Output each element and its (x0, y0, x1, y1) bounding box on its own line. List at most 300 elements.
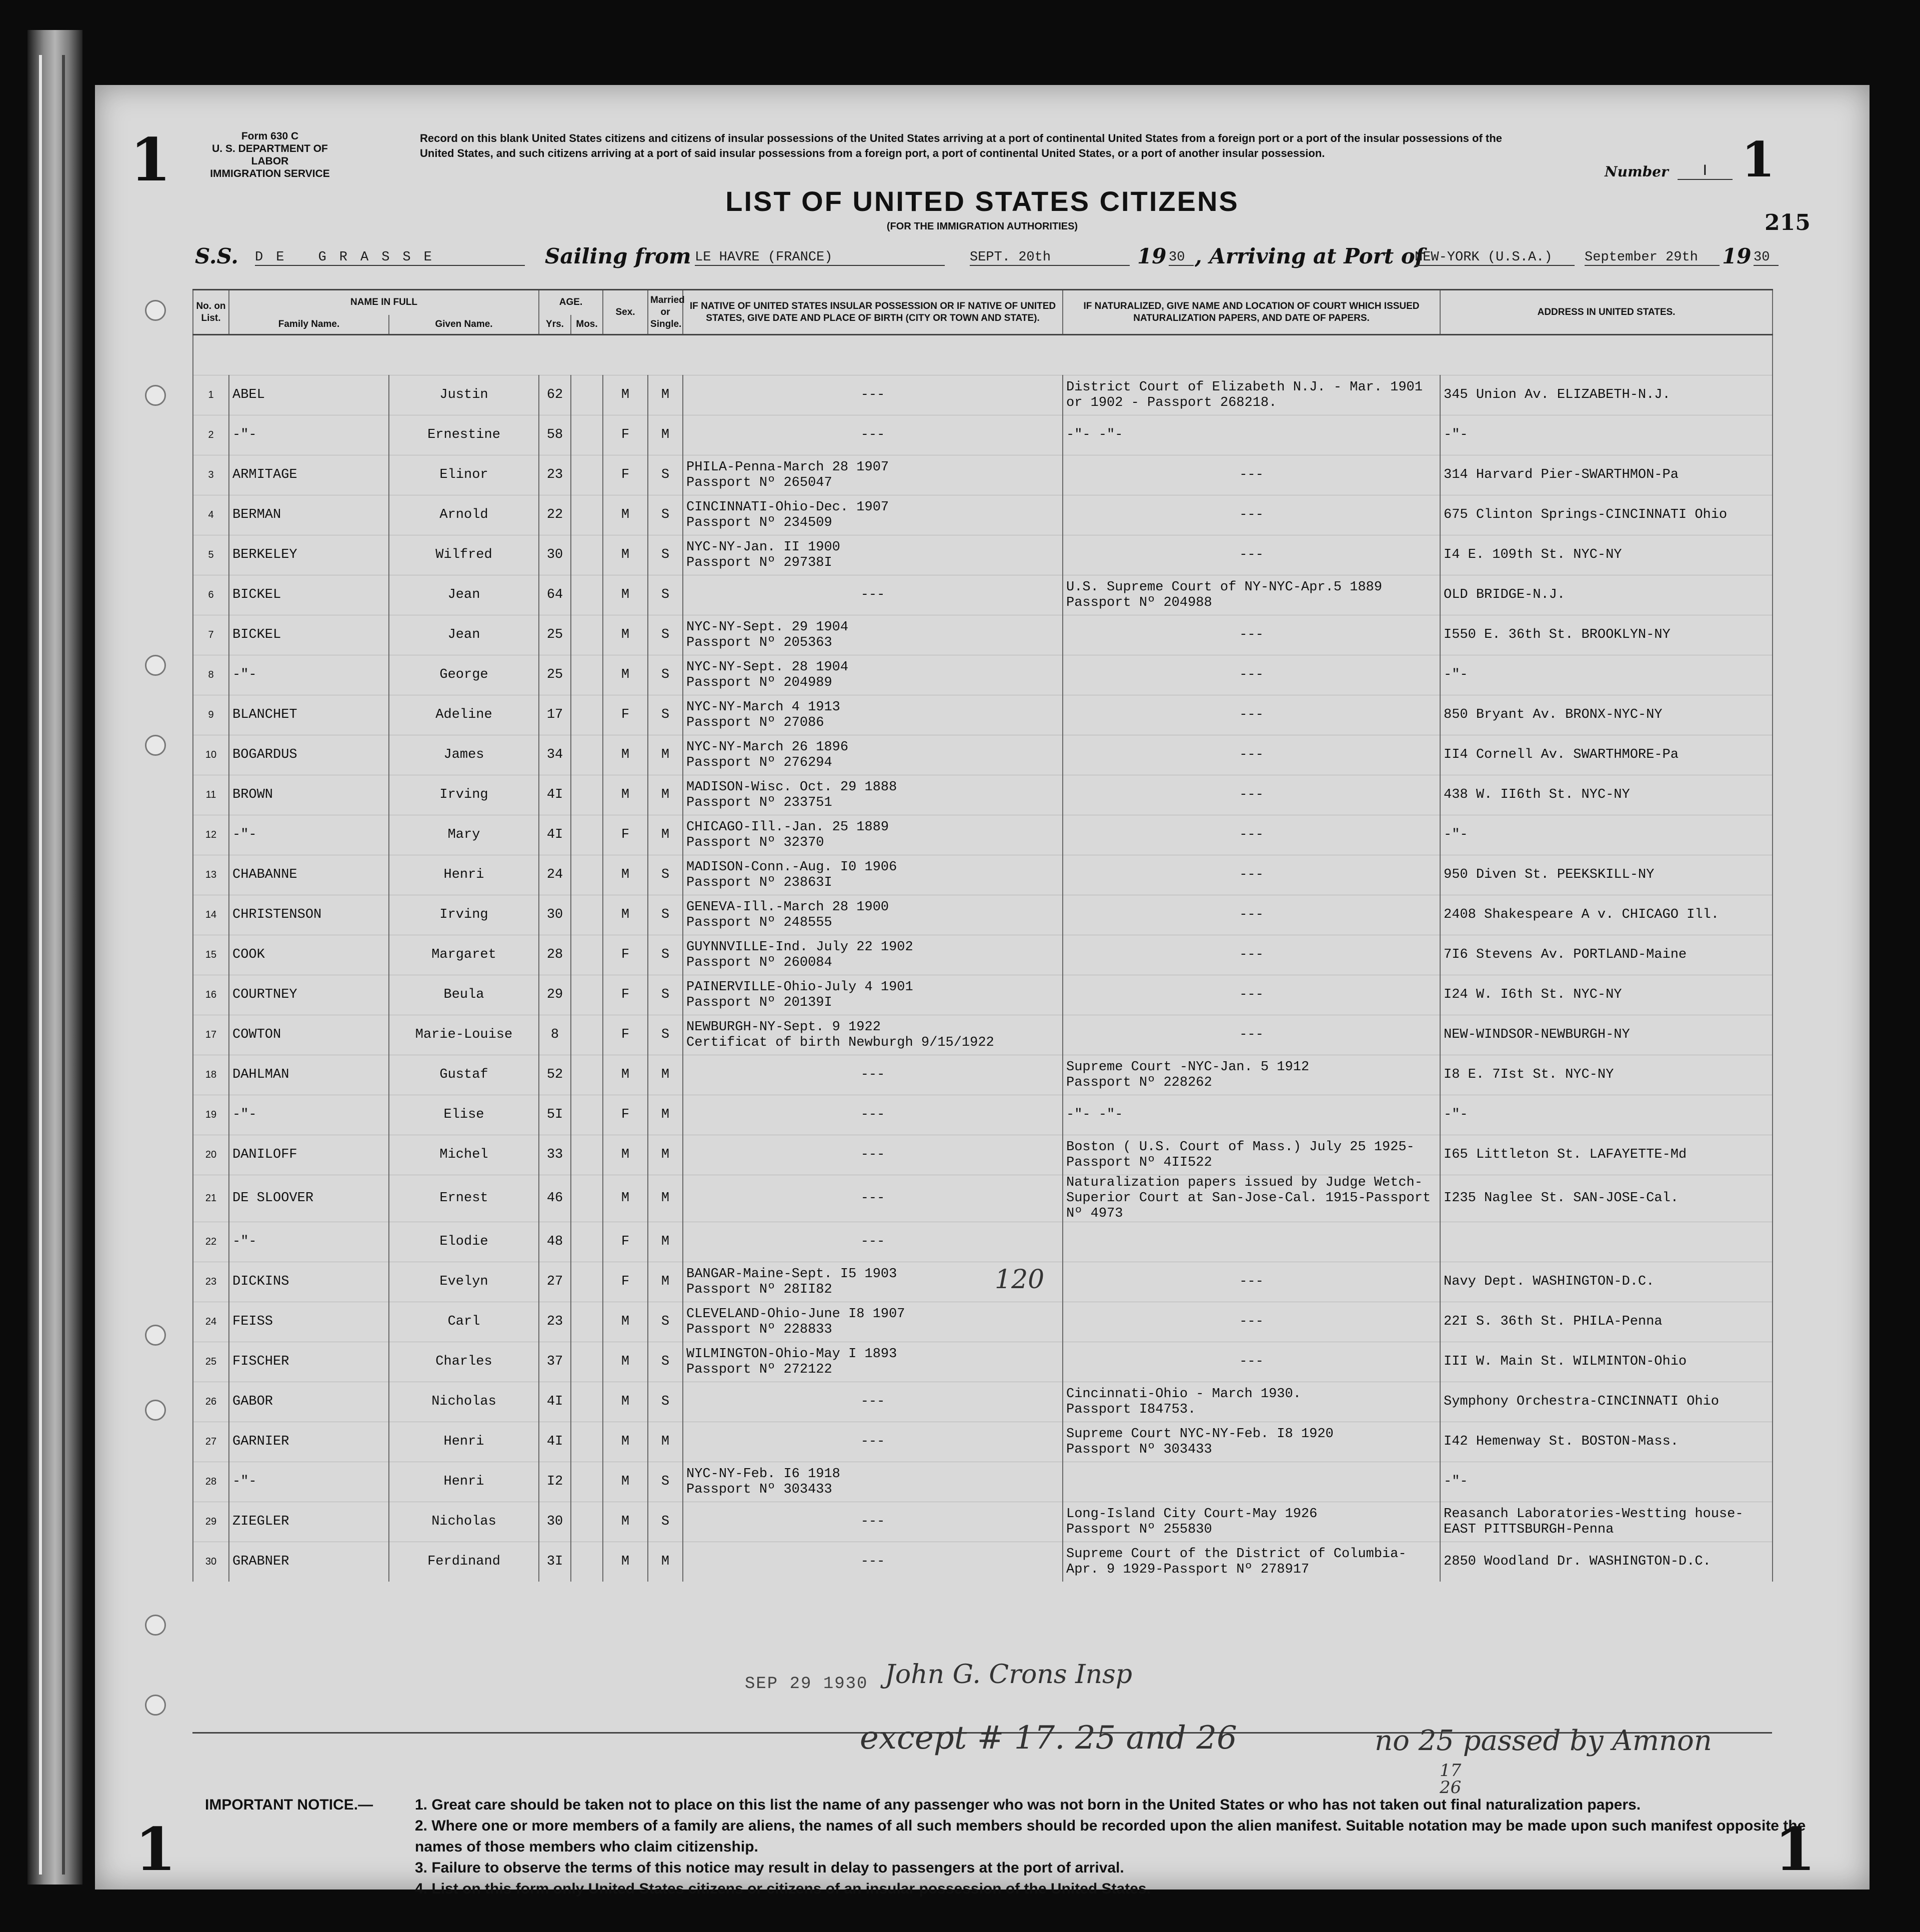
voyage-line (195, 244, 1795, 279)
header-naturalized: IF NATURALIZED, GIVE NAME AND LOCATION OF COURT WHICH ISSUED NATURALIZATION PAPERS, AND DATE OF PAPERS. (1063, 290, 1440, 335)
row-number: 30 (193, 1542, 229, 1582)
table-row (193, 1382, 1773, 1422)
us-address: 2850 Woodland Dr. WASHINGTON-D.C. (1440, 1542, 1773, 1582)
given-name: Beula (389, 975, 539, 1015)
notice-item-4: 4. List on this form only United States citizens or citizens of an insular possession of the United States. (415, 1881, 1151, 1897)
exception-note: except # 17. 25 and 26 (860, 1720, 1237, 1757)
naturalization-info: Supreme Court NYC-NY-Feb. I8 1920 Passport Nº 303433 (1063, 1422, 1440, 1462)
age-years: 4I (539, 1422, 571, 1462)
naturalization-info: --- (1063, 655, 1440, 695)
marital-status: S (648, 455, 683, 495)
row-number: 17 (193, 1015, 229, 1055)
sex: M (603, 495, 648, 535)
birth-info: --- (683, 575, 1063, 615)
family-name: -"- (229, 1222, 389, 1262)
naturalization-info: Boston ( U.S. Court of Mass.) July 25 1925-Passport Nº 4II522 (1063, 1135, 1440, 1175)
ship-name: DE GRASSE (255, 250, 525, 266)
birth-info: --- (683, 1382, 1063, 1422)
age-years: 30 (539, 535, 571, 575)
table-row (193, 935, 1773, 975)
birth-info: --- (683, 1422, 1063, 1462)
passed-note: no 25 passed by Amnon (1375, 1725, 1712, 1757)
birth-info: --- (683, 1175, 1063, 1222)
family-name: DICKINS (229, 1262, 389, 1302)
sex: M (603, 1135, 648, 1175)
header-sex: Sex. (603, 290, 648, 335)
header-native: IF NATIVE OF UNITED STATES INSULAR POSSESSION OR IF NATIVE OF UNITED STATES, GIVE DATE AND PLACE OF BIRTH (CITY OR TOWN AND STATE). (683, 290, 1063, 335)
marital-status: M (648, 735, 683, 775)
row-number: 11 (193, 775, 229, 815)
table-row (193, 655, 1773, 695)
row-number: 24 (193, 1302, 229, 1342)
family-name: DE SLOOVER (229, 1175, 389, 1222)
given-name: James (389, 735, 539, 775)
sailing-year-prefix: 19 (1137, 244, 1167, 268)
naturalization-info: --- (1063, 615, 1440, 655)
row-number: 25 (193, 1342, 229, 1382)
age-months (571, 1382, 603, 1422)
us-address: III W. Main St. WILMINTON-Ohio (1440, 1342, 1773, 1382)
birth-info: CHICAGO-Ill.-Jan. 25 1889 Passport Nº 32370 (683, 815, 1063, 855)
sex: F (603, 815, 648, 855)
table-row (193, 575, 1773, 615)
family-name: ABEL (229, 375, 389, 415)
family-name: COWTON (229, 1015, 389, 1055)
birth-info: --- (683, 1095, 1063, 1135)
sailing-from-label: Sailing from (545, 244, 691, 268)
family-name: BICKEL (229, 615, 389, 655)
family-name: GRABNER (229, 1542, 389, 1582)
birth-info: --- (683, 1055, 1063, 1095)
marital-status: S (648, 615, 683, 655)
table-row (193, 975, 1773, 1015)
row-number: 3 (193, 455, 229, 495)
marital-status: S (648, 855, 683, 895)
row-number: 1 (193, 375, 229, 415)
marital-status: M (648, 1262, 683, 1302)
sex: F (603, 1262, 648, 1302)
family-name: GARNIER (229, 1422, 389, 1462)
given-name: Michel (389, 1135, 539, 1175)
naturalization-info: --- (1063, 855, 1440, 895)
sex: M (603, 615, 648, 655)
age-years: 23 (539, 1302, 571, 1342)
arrival-port: NEW-YORK (U.S.A.) (1415, 250, 1575, 266)
notice-item-3: 3. Failure to observe the terms of this notice may result in delay to passengers at the port of arrival. (415, 1860, 1124, 1876)
naturalization-info: --- (1063, 535, 1440, 575)
notice-item-1: 1. Great care should be taken not to place on this list the name of any passenger who was not born in the United States or who has not taken out final naturalization papers. (415, 1797, 1641, 1813)
form-number: Form 630 C (241, 130, 299, 142)
birth-info: GENEVA-Ill.-March 28 1900 Passport Nº 248555 (683, 895, 1063, 935)
birth-info: PAINERVILLE-Ohio-July 4 1901 Passport Nº 20139I (683, 975, 1063, 1015)
age-years: 37 (539, 1342, 571, 1382)
given-name: George (389, 655, 539, 695)
table-row (193, 1055, 1773, 1095)
table-row (193, 1422, 1773, 1462)
arriving-label: , Arriving at Port of (1195, 244, 1424, 268)
age-years: 3I (539, 1542, 571, 1582)
age-years: 29 (539, 975, 571, 1015)
arrival-date: September 29th (1585, 250, 1720, 266)
family-name: -"- (229, 815, 389, 855)
age-years: 24 (539, 855, 571, 895)
marital-status: S (648, 695, 683, 735)
sex: M (603, 775, 648, 815)
given-name: Mary (389, 815, 539, 855)
given-name: Elinor (389, 455, 539, 495)
birth-info: GUYNNVILLE-Ind. July 22 1902 Passport Nº 260084 (683, 935, 1063, 975)
header-given-name: Given Name. (389, 315, 539, 335)
row-number: 15 (193, 935, 229, 975)
sex: M (603, 1422, 648, 1462)
marital-status: S (648, 1015, 683, 1055)
notice-label: IMPORTANT NOTICE.— (205, 1797, 373, 1813)
row-number: 19 (193, 1095, 229, 1135)
given-name: Gustaf (389, 1055, 539, 1095)
row-number: 10 (193, 735, 229, 775)
given-name: Evelyn (389, 1262, 539, 1302)
sex: F (603, 1222, 648, 1262)
table-row (193, 1095, 1773, 1135)
marital-status: S (648, 1382, 683, 1422)
family-name: -"- (229, 1462, 389, 1502)
us-address: Navy Dept. WASHINGTON-D.C. (1440, 1262, 1773, 1302)
header-no: No. on List. (193, 290, 229, 335)
given-name: Arnold (389, 495, 539, 535)
sailing-date: SEPT. 20th (970, 250, 1130, 266)
binder-rail (39, 55, 65, 1875)
family-name: BERKELEY (229, 535, 389, 575)
family-name: CHRISTENSON (229, 895, 389, 935)
naturalization-info (1063, 1462, 1440, 1502)
age-years: 58 (539, 415, 571, 455)
given-name: Irving (389, 775, 539, 815)
age-months (571, 975, 603, 1015)
manifest-page (95, 85, 1870, 1897)
table-row (193, 1502, 1773, 1542)
given-name: Henri (389, 855, 539, 895)
us-address: -"- (1440, 1462, 1773, 1502)
age-years: 25 (539, 655, 571, 695)
family-name: FEISS (229, 1302, 389, 1342)
birth-info: CLEVELAND-Ohio-June I8 1907 Passport Nº 228833 (683, 1302, 1063, 1342)
marital-status: S (648, 575, 683, 615)
us-address: Symphony Orchestra-CINCINNATI Ohio (1440, 1382, 1773, 1422)
form-id-block (195, 130, 345, 180)
sex: M (603, 895, 648, 935)
marital-status: S (648, 895, 683, 935)
age-years: 22 (539, 495, 571, 535)
family-name: BICKEL (229, 575, 389, 615)
us-address: -"- (1440, 1095, 1773, 1135)
birth-info: --- (683, 375, 1063, 415)
given-name: Ernest (389, 1175, 539, 1222)
age-years: 30 (539, 1502, 571, 1542)
marital-status: M (648, 1055, 683, 1095)
row-number: 6 (193, 575, 229, 615)
sex: M (603, 1342, 648, 1382)
us-address: I8 E. 7Ist St. NYC-NY (1440, 1055, 1773, 1095)
age-years: 62 (539, 375, 571, 415)
corner-number-bottom-right: 1 (1775, 1815, 1816, 1884)
age-years: 33 (539, 1135, 571, 1175)
table-row (193, 375, 1773, 415)
table-row (193, 1175, 1773, 1222)
naturalization-info: Cincinnati-Ohio - March 1930. Passport I84753. (1063, 1382, 1440, 1422)
age-years: 17 (539, 695, 571, 735)
marital-status: S (648, 535, 683, 575)
given-name: Justin (389, 375, 539, 415)
birth-info: CINCINNATI-Ohio-Dec. 1907 Passport Nº 234509 (683, 495, 1063, 535)
family-name: BOGARDUS (229, 735, 389, 775)
us-address (1440, 1222, 1773, 1262)
birth-info: --- (683, 1222, 1063, 1262)
age-years: 4I (539, 1382, 571, 1422)
marital-status: M (648, 815, 683, 855)
naturalization-info: District Court of Elizabeth N.J. - Mar. 1901 or 1902 - Passport 268218. (1063, 375, 1440, 415)
marital-status: S (648, 1342, 683, 1382)
marital-status: S (648, 935, 683, 975)
age-years: 30 (539, 895, 571, 935)
age-months (571, 855, 603, 895)
table-row (193, 735, 1773, 775)
us-address: I550 E. 36th St. BROOKLYN-NY (1440, 615, 1773, 655)
department-name: U. S. DEPARTMENT OF LABOR (212, 143, 328, 167)
punch-hole (145, 1400, 166, 1421)
given-name: Adeline (389, 695, 539, 735)
table-row (193, 1135, 1773, 1175)
row-number: 20 (193, 1135, 229, 1175)
birth-info: NYC-NY-Sept. 28 1904 Passport Nº 204989 (683, 655, 1063, 695)
given-name: Wilfred (389, 535, 539, 575)
sex: F (603, 1015, 648, 1055)
age-years: 52 (539, 1055, 571, 1095)
row-number: 16 (193, 975, 229, 1015)
given-name: Carl (389, 1302, 539, 1342)
marital-status: M (648, 1422, 683, 1462)
row-number: 29 (193, 1502, 229, 1542)
corner-number-top-left: 1 (130, 125, 171, 194)
us-address: -"- (1440, 815, 1773, 855)
punch-hole (145, 1615, 166, 1636)
given-name: Henri (389, 1462, 539, 1502)
row-number: 14 (193, 895, 229, 935)
table-row (193, 695, 1773, 735)
table-row (193, 415, 1773, 455)
row-number: 27 (193, 1422, 229, 1462)
service-name: IMMIGRATION SERVICE (210, 168, 330, 179)
us-address: 7I6 Stevens Av. PORTLAND-Maine (1440, 935, 1773, 975)
naturalization-info: --- (1063, 975, 1440, 1015)
table-row (193, 1015, 1773, 1055)
birth-info: NYC-NY-Jan. II 1900 Passport Nº 29738I (683, 535, 1063, 575)
sex: F (603, 695, 648, 735)
age-months (571, 1222, 603, 1262)
age-years: 4I (539, 815, 571, 855)
sex: M (603, 375, 648, 415)
family-name: GABOR (229, 1382, 389, 1422)
naturalization-info (1063, 1222, 1440, 1262)
table-row (193, 775, 1773, 815)
marital-status: S (648, 1302, 683, 1342)
age-months (571, 895, 603, 935)
inspector-signature: John G. Crons Insp (885, 1660, 1133, 1690)
given-name: Jean (389, 575, 539, 615)
naturalization-info: --- (1063, 495, 1440, 535)
us-address: -"- (1440, 655, 1773, 695)
age-years: 64 (539, 575, 571, 615)
fraction-bottom: 26 (1440, 1778, 1462, 1798)
birth-info: --- (683, 1542, 1063, 1582)
birth-info: PHILA-Penna-March 28 1907 Passport Nº 265047 (683, 455, 1063, 495)
age-years: I2 (539, 1462, 571, 1502)
arrival-year: 30 (1754, 250, 1779, 266)
age-months (571, 575, 603, 615)
age-months (571, 375, 603, 415)
birth-info: --- (683, 415, 1063, 455)
sex: F (603, 1095, 648, 1135)
punch-hole (145, 1695, 166, 1716)
naturalization-info: --- (1063, 695, 1440, 735)
age-months (571, 415, 603, 455)
important-notice (205, 1795, 1855, 1900)
arrival-year-prefix: 19 (1722, 244, 1752, 268)
sex: M (603, 1055, 648, 1095)
naturalization-info: --- (1063, 455, 1440, 495)
table-row (193, 455, 1773, 495)
age-months (571, 1462, 603, 1502)
us-address: 850 Bryant Av. BRONX-NYC-NY (1440, 695, 1773, 735)
header-mos: Mos. (571, 315, 603, 335)
given-name: Elise (389, 1095, 539, 1135)
number-label: Number (1605, 163, 1669, 180)
citizen-table (192, 289, 1773, 1582)
age-months (571, 495, 603, 535)
number-value: 1 (1741, 131, 1775, 188)
naturalization-info: Naturalization papers issued by Judge Wetch-Superior Court at San-Jose-Cal. 1915-Passport Nº 4973 (1063, 1175, 1440, 1222)
marital-status: M (648, 1222, 683, 1262)
table-row (193, 1462, 1773, 1502)
family-name: BROWN (229, 775, 389, 815)
table-row (193, 1542, 1773, 1582)
given-name: Marie-Louise (389, 1015, 539, 1055)
marital-status: M (648, 1542, 683, 1582)
table-row (193, 495, 1773, 535)
given-name: Ferdinand (389, 1542, 539, 1582)
sex: M (603, 1175, 648, 1222)
row-number: 9 (193, 695, 229, 735)
birth-info: NYC-NY-Sept. 29 1904 Passport Nº 205363 (683, 615, 1063, 655)
row-number: 26 (193, 1382, 229, 1422)
given-name: Henri (389, 1422, 539, 1462)
sex: M (603, 1502, 648, 1542)
marital-status: M (648, 1135, 683, 1175)
header-age: AGE. (539, 290, 603, 315)
given-name: Margaret (389, 935, 539, 975)
birth-info: MADISON-Conn.-Aug. I0 1906 Passport Nº 23863I (683, 855, 1063, 895)
arrival-date-stamp: SEP 29 1930 (745, 1675, 868, 1694)
age-years: 27 (539, 1262, 571, 1302)
age-months (571, 615, 603, 655)
age-years: 4I (539, 775, 571, 815)
marital-status: M (648, 1095, 683, 1135)
row-number: 7 (193, 615, 229, 655)
sex: M (603, 855, 648, 895)
age-years: 28 (539, 935, 571, 975)
naturalization-info: --- (1063, 1015, 1440, 1055)
page-subtitle: (FOR THE IMMIGRATION AUTHORITIES) (886, 221, 1078, 232)
table-row (193, 1302, 1773, 1342)
given-name: Nicholas (389, 1502, 539, 1542)
us-address: 314 Harvard Pier-SWARTHMON-Pa (1440, 455, 1773, 495)
age-months (571, 1542, 603, 1582)
row-number: 22 (193, 1222, 229, 1262)
page-title: LIST OF UNITED STATES CITIZENS (725, 185, 1239, 217)
us-address: I235 Naglee St. SAN-JOSE-Cal. (1440, 1175, 1773, 1222)
age-months (571, 935, 603, 975)
marital-status: M (648, 775, 683, 815)
header-family-name: Family Name. (229, 315, 389, 335)
table-row (193, 855, 1773, 895)
sex: M (603, 735, 648, 775)
given-name: Nicholas (389, 1382, 539, 1422)
row-number: 2 (193, 415, 229, 455)
marital-status: S (648, 1462, 683, 1502)
birth-info: NEWBURGH-NY-Sept. 9 1922 Certificat of birth Newburgh 9/15/1922 (683, 1015, 1063, 1055)
family-name: DANILOFF (229, 1135, 389, 1175)
family-name: FISCHER (229, 1342, 389, 1382)
birth-info: NYC-NY-Feb. I6 1918 Passport Nº 303433 (683, 1462, 1063, 1502)
punch-hole (145, 655, 166, 676)
us-address: I42 Hemenway St. BOSTON-Mass. (1440, 1422, 1773, 1462)
given-name: Irving (389, 895, 539, 935)
birth-info: MADISON-Wisc. Oct. 29 1888 Passport Nº 233751 (683, 775, 1063, 815)
row-number: 18 (193, 1055, 229, 1095)
naturalization-info: Long-Island City Court-May 1926 Passport Nº 255830 (1063, 1502, 1440, 1542)
punch-hole (145, 300, 166, 321)
naturalization-info: Supreme Court of the District of Columbia-Apr. 9 1929-Passport Nº 278917 (1063, 1542, 1440, 1582)
marital-status: S (648, 655, 683, 695)
age-years: 8 (539, 1015, 571, 1055)
table-row (193, 815, 1773, 855)
notice-item-2: 2. Where one or more members of a family are aliens, the names of all such members should be recorded upon the alien manifest. Suitable notation may be made upon such manifest opposite the names of those members who claim citizenship. (415, 1818, 1806, 1855)
sex: M (603, 1382, 648, 1422)
age-years: 48 (539, 1222, 571, 1262)
naturalization-info: --- (1063, 775, 1440, 815)
header-yrs: Yrs. (539, 315, 571, 335)
departure-port: LE HAVRE (FRANCE) (695, 250, 945, 266)
punch-hole (145, 1325, 166, 1346)
fraction-top: 17 (1440, 1761, 1462, 1781)
age-months (571, 1422, 603, 1462)
row-number: 21 (193, 1175, 229, 1222)
age-years: 5I (539, 1095, 571, 1135)
us-address: I24 W. I6th St. NYC-NY (1440, 975, 1773, 1015)
age-months (571, 535, 603, 575)
us-address: 2408 Shakespeare A v. CHICAGO Ill. (1440, 895, 1773, 935)
us-address: Reasanch Laboratories-Westting house-EAST PITTSBURGH-Penna (1440, 1502, 1773, 1542)
family-name: ARMITAGE (229, 455, 389, 495)
family-name: -"- (229, 655, 389, 695)
birth-info: --- (683, 1135, 1063, 1175)
age-months (571, 1015, 603, 1055)
age-months (571, 695, 603, 735)
given-name: Jean (389, 615, 539, 655)
us-address: 22I S. 36th St. PHILA-Penna (1440, 1302, 1773, 1342)
family-name: DAHLMAN (229, 1055, 389, 1095)
age-years: 46 (539, 1175, 571, 1222)
naturalization-info: U.S. Supreme Court of NY-NYC-Apr.5 1889 Passport Nº 204988 (1063, 575, 1440, 615)
